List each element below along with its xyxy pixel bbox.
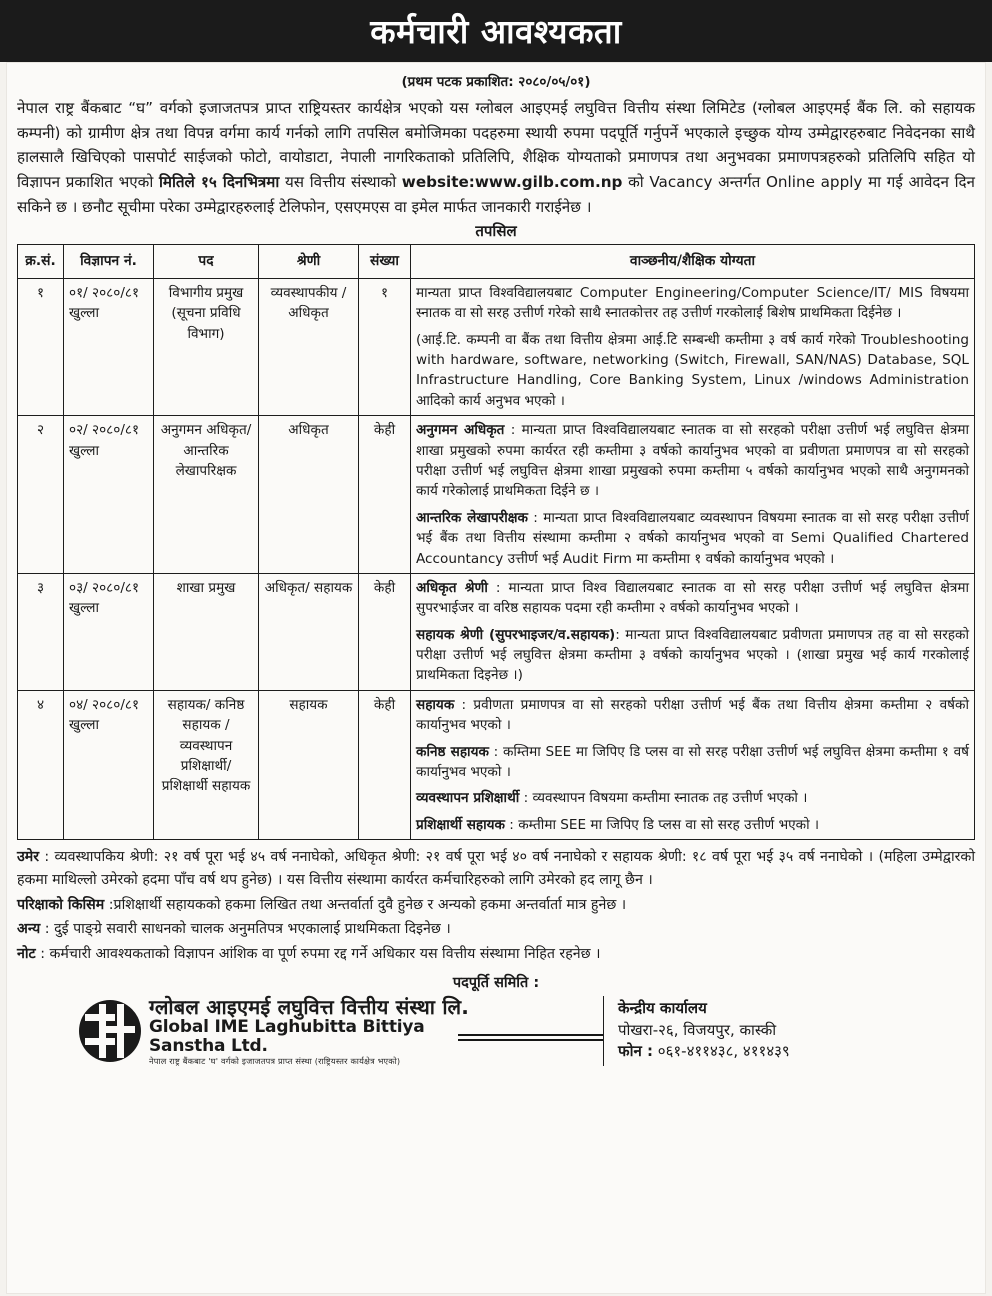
table-row [18, 416, 975, 574]
qualification-item [416, 330, 969, 412]
cell-serial: २ [18, 416, 64, 574]
office-contact-block [603, 996, 975, 1067]
cell-advertisement-no: ०४/ २०८०/८१ खुल्ला [64, 690, 154, 839]
company-name-english-row [149, 1018, 603, 1056]
qualification-item [416, 742, 969, 783]
company-tagline: नेपाल राष्ट्र बैंकबाट 'घ' वर्गको इजाजतपत्र प्राप्त संस्था (राष्ट्रियस्तर कार्यक्षेत्र भएको) [149, 1056, 401, 1067]
cell-qualification [411, 278, 975, 415]
cell-qualification [411, 690, 975, 839]
cell-advertisement-no: ०३/ २०८०/८१ खुल्ला [64, 573, 154, 690]
column-header-advertisement-no: विज्ञापन नं. [64, 245, 154, 279]
vacancy-table [17, 244, 975, 840]
qualification-text: (आई.टि. कम्पनी वा बैंक तथा वित्तीय क्षेत्रमा आई.टि सम्बन्धी कम्तीमा ३ वर्ष कार्य गरेको Troubleshooting with hardware, software, networking (Switch, Firewall, SAN/NAS) Database, SQL Infrastructure Handling, Core Banking System, Linux /windows Administration आदिको कार्य अनुभव भएको । [416, 331, 969, 409]
qualification-lead: सहायक [416, 696, 455, 713]
cell-post: सहायक/ कनिष्ठ सहायक /व्यवस्थापन प्रशिक्षार्थी/ प्रशिक्षार्थी सहायक [154, 690, 259, 839]
intro-text-part3: को Vacancy अन्तर्गत Online apply मा गई आवेदन दिन सकिने छ । छनौट सूचीमा परेका उम्मेद्वारहरुलाई टेलिफोन, एसएमएस वा इमेल मार्फत जानकारी गराईनेछ । [17, 172, 975, 216]
intro-deadline-bold: मितिले १५ दिनभित्रमा [158, 172, 280, 191]
cell-advertisement-no: ०२/ २०८०/८१ खुल्ला [64, 416, 154, 574]
qualification-lead: अधिकृत श्रेणी [416, 579, 488, 596]
qualification-lead: कनिष्ठ सहायक [416, 743, 489, 760]
qualification-text: मान्यता प्राप्त विश्वविद्यालयबाट Computer Engineering/Computer Science/IT/ MIS विषयमा स्नातक वा सो सरह उत्तीर्ण गरेको साथै स्नातकोत्तर तह उत्तीर्ण गरकोलाई बिशेष प्राथमिकता दिईनेछ । [416, 284, 969, 322]
column-header-serial: क्र.सं. [18, 245, 64, 279]
note-exam-type [17, 894, 975, 917]
qualification-lead: सहायक श्रेणी (सुपरभाइजर/व.सहायक) [416, 626, 616, 643]
qualification-text: : मान्यता प्राप्त विश्वविद्यालयबाट व्यवस्थापन विषयमा स्नातक वा सो सरह परीक्षा उत्तीर्ण भई बैंक तथा वित्तीय संस्थामा कम्तीमा २ वर्षको कार्यानुभव भएको वा Semi Qualified Chartered Accountancy उत्तीर्ण भई Audit Firm मा कम्तीमा १ वर्षको कार्यानुभव भएको । [416, 509, 969, 567]
qualification-item [416, 815, 969, 835]
column-header-grade: श्रेणी [259, 245, 359, 279]
qualification-item [416, 420, 969, 502]
qualification-text: : कम्तिमा SEE मा जिपिए डि प्लस वा सो सरह परीक्षा उत्तीर्ण भई लघुवित्त क्षेत्रमा कम्तीमा १ वर्ष कार्यानुभव भएको । [416, 743, 969, 781]
qualification-item [416, 695, 969, 736]
qualification-lead: व्यवस्थापन प्रशिक्षार्थी [416, 790, 520, 807]
page-title: कर्मचारी आवश्यकता [370, 11, 622, 51]
qualification-text: : कम्तीमा SEE मा जिपिए डि प्लस वा सो सरह उत्तीर्ण भएको । [504, 816, 820, 833]
phone-numbers: ०६१-४११४३८, ४११४३९ [653, 1042, 790, 1061]
cell-qualification [411, 573, 975, 690]
qualification-lead: प्रशिक्षार्थी सहायक [416, 816, 505, 833]
cell-count: केही [359, 416, 411, 574]
intro-text-part1: नेपाल राष्ट्र बैंकबाट “घ” वर्गको इजाजतपत्र प्राप्त राष्ट्रियस्तर कार्यक्षेत्र भएको यस ग्लोबल आइएमई लघुवित्त वित्तीय संस्था लिमिटेड (ग्लोबल आइएमई बैंक लि. को सहायक कम्पनी) को ग्रामीण क्षेत्र तथा विपन्न वर्गमा कार्य गर्नको लागि तपसिल बमोजिमका पदहरुमा स्थायी रुपमा पदपूर्ति गर्नुपर्ने भएकाले इच्छुक योग्य उम्मेद्वारहरुबाट निवेदनका साथै हालसालै खिचिएको पासपोर्ट साईजको फोटो, वायोडाटा, नेपाली नागरिकताको प्रतिलिपि, शैक्षिक योग्यताको प्रमाणपत्र तथा अनुभवका प्रमाणपत्रहरुको प्रतिलिपि सहित यो विज्ञापन प्रकाशित भएको [17, 99, 975, 191]
intro-paragraph [17, 96, 975, 219]
note-label: नोट [17, 946, 36, 963]
cell-serial: ४ [18, 690, 64, 839]
note-age [17, 846, 975, 891]
qualification-text: : मान्यता प्राप्त विश्वविद्यालयबाट प्रवीणता प्रमाणपत्र तह वा सो सरहको परीक्षा उत्तीर्ण भई लघुवित्त क्षेत्रमा कम्तीमा ३ वर्षको कार्यानुभव भएको । (शाखा प्रमुख भई कार्य गरकोलाई प्राथमिकता दिइनेछ ।) [416, 626, 969, 684]
recruitment-committee-label: पदपूर्ति समिति : [452, 974, 540, 991]
qualification-item [416, 508, 969, 569]
qualification-lead: अनुगमन अधिकृत [416, 422, 505, 439]
office-title: केन्द्रीय कार्यालय [618, 998, 707, 1017]
phone-label: फोन : [618, 1042, 653, 1061]
tapasil-heading: तपसिल [475, 222, 517, 241]
qualification-item [416, 283, 969, 324]
note-disclaimer [17, 943, 975, 966]
column-header-qualification: वाञ्छनीय/शैक्षिक योग्यता [411, 245, 975, 279]
notes-section [17, 846, 975, 966]
note-label: परिक्षाको किसिम [17, 896, 105, 913]
qualification-item [416, 788, 969, 808]
cell-grade: अधिकृत [259, 416, 359, 574]
cell-advertisement-no: ०१/ २०८०/८१ खुल्ला [64, 278, 154, 415]
note-text: : दुई पाङ्ग्रे सवारी साधनको चालक अनुमतिपत्र भएकालाई प्राथमिकता दिइनेछ । [40, 921, 451, 938]
cell-post: अनुगमन अधिकृत/ आन्तरिक लेखापरिक्षक [154, 416, 259, 574]
note-text: : व्यवस्थापकिय श्रेणी: २१ वर्ष पूरा भई ४५ वर्ष ननाघेको, अधिकृत श्रेणी: २१ वर्ष पूरा भई ४० वर्ष ननाघेको र सहायक श्रेणी: १८ वर्ष पूरा भई ३५ वर्ष ननाघेको । (महिला उम्मेद्वारको हकमा माथिल्लो उमेरको हदमा पाँच वर्ष थप हुनेछ) । यस वित्तीय संस्थामा कार्यरत कर्मचारिहरुको लागि उमेरको हद लागू छैन । [17, 849, 975, 888]
qualification-text: : व्यवस्थापन विषयमा कम्तीमा स्नातक तह उत्तीर्ण भएको । [519, 790, 808, 807]
cell-count: केही [359, 690, 411, 839]
company-identity [17, 996, 603, 1067]
cell-count: १ [359, 278, 411, 415]
cell-grade: अधिकृत/ सहायक [259, 573, 359, 690]
note-text: : कर्मचारी आवश्यकताको विज्ञापन आंशिक वा पूर्ण रुपमा रद्द गर्ने अधिकार यस वित्तीय संस्थामा निहित रहनेछ । [35, 946, 601, 963]
globe-stripes-logo-icon [79, 1000, 141, 1062]
cell-qualification [411, 416, 975, 574]
cell-post: विभागीय प्रमुख (सूचना प्रविधि विभाग) [154, 278, 259, 415]
footer-section [17, 996, 975, 1067]
intro-text-part2: यस वित्तीय संस्थाको [279, 172, 402, 191]
column-header-post: पद [154, 245, 259, 279]
cell-post: शाखा प्रमुख [154, 573, 259, 690]
table-row [18, 278, 975, 415]
note-text: :प्रशिक्षार्थी सहायकको हकमा लिखित तथा अन्तर्वार्ता दुवै हुनेछ र अन्यको हकमा अन्तर्वार्ता मात्र हुनेछ । [104, 896, 627, 913]
note-label: अन्य [17, 921, 41, 938]
note-other [17, 918, 975, 941]
cell-grade: व्यवस्थापकीय /अधिकृत [259, 278, 359, 415]
column-header-count: संख्या [359, 245, 411, 279]
table-row [18, 573, 975, 690]
qualification-text: : प्रवीणता प्रमाणपत्र वा सो सरहको परीक्षा उत्तीर्ण भई बैंक तथा वित्तीय क्षेत्रमा कम्तीमा २ वर्षको कार्यानुभव भएको । [416, 696, 969, 734]
website-link[interactable]: website:www.gilb.com.np [401, 172, 623, 191]
qualification-item [416, 578, 969, 619]
document-sheet [6, 62, 986, 1294]
table-row [18, 690, 975, 839]
office-phone [618, 1041, 975, 1063]
cell-serial: ३ [18, 573, 64, 690]
note-label: उमेर [17, 849, 40, 866]
logo-rule-decoration [458, 1034, 603, 1041]
office-address: पोखरा-२६, विजयपुर, कास्की [618, 1020, 777, 1039]
qualification-text: : मान्यता प्राप्त विश्वविद्यालयबाट स्नातक वा सो सरहको परीक्षा उत्तीर्ण भई लघुवित्त क्षेत्रमा शाखा प्रमुखको रुपमा कार्यरत रही कम्तीमा ३ वर्षको कार्यानुभव भएको वा प्रवीणता प्रमाणपत्र वा सो सरहको परीक्षा उत्तीर्ण भई लघुवित्त क्षेत्रमा शाखा प्रमुखको रुपमा कम्तीमा ५ वर्षको कार्यानुभव भएको साथै अनुगमनको कार्य गरेकोलाई प्राथमिकता दिईने छ । [416, 422, 969, 500]
qualification-text: : मान्यता प्राप्त विश्व विद्यालयबाट स्नातक वा सो सरह परीक्षा उत्तीर्ण भई लघुवित्त क्षेत्रमा सुपरभाईजर वा वरिष्ठ सहायक पदमा रही कम्तीमा २ वर्षको कार्यानुभव भएको । [416, 579, 969, 617]
company-name-block [149, 996, 603, 1067]
company-name-nepali: ग्लोबल आइएमई लघुवित्त वित्तीय संस्था लि. [149, 994, 470, 1019]
cell-grade: सहायक [259, 690, 359, 839]
company-name-english: Global IME Laghubitta Bittiya Sanstha Ltd. [149, 1017, 425, 1057]
cell-count: केही [359, 573, 411, 690]
qualification-item [416, 625, 969, 686]
publication-date: (प्रथम पटक प्रकाशित: २०८०/०५/०१) [401, 74, 591, 90]
table-header-row [18, 245, 975, 279]
cell-serial: १ [18, 278, 64, 415]
header-banner [0, 0, 992, 62]
qualification-lead: आन्तरिक लेखापरीक्षक [416, 509, 528, 526]
